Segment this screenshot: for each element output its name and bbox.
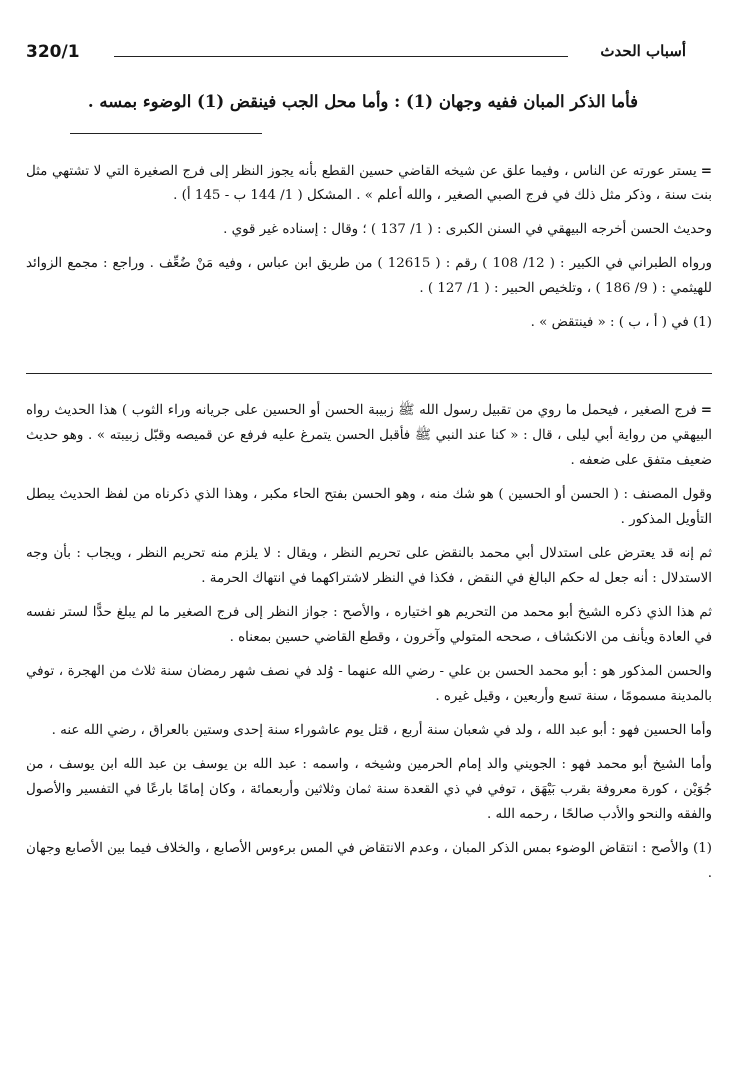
page-header: [26, 42, 686, 64]
continuation-marker: =: [700, 403, 712, 418]
main-text-rule: [70, 133, 262, 134]
continuation-marker: =: [700, 164, 712, 179]
note-paragraph: ثم هذا الذي ذكره الشيخ أبو محمد من التحريم هو اختياره ، والأصح : جواز النظر إلى فرج الصغير ما لم يبلغ حدًّا لستر نفسه في العادة ويأنف من الانكشاف ، صححه المتولي وآخرون ، وقطع القاضي حسين بمعناه .: [26, 605, 712, 645]
note-paragraph: ثم إنه قد يعترض على استدلال أبي محمد بالنقض على تحريم النظر ، ويقال : لا يلزم منه تحريم النظر ، ويجاب : بأن وجه الاستدلال : أنه جعل له حكم البالغ في النقض ، فكذا في النظر لاشتراكهما في انتهاك الحرمة .: [26, 546, 712, 586]
note-paragraph: وقول المصنف : ( الحسن أو الحسين ) هو شك منه ، وهو الحسن بفتح الحاء مكبر ، وهذا الذي ذكرناه من لفظ الحديث يبطل التأويل المذكور .: [26, 487, 712, 527]
notes-bottom: [26, 398, 712, 895]
section-rule: [26, 373, 712, 374]
note-paragraph: وأما الحسين فهو : أبو عبد الله ، ولد في شعبان سنة أربع ، قتل يوم عاشوراء سنة إحدى وستين بالعراق ، رضي الله عنه .: [51, 723, 712, 738]
notes-top: [26, 160, 712, 344]
note-paragraph: والحسن المذكور هو : أبو محمد الحسن بن علي - رضي الله عنهما - وُلد في نصف شهر رمضان سنة ثلاث من الهجرة ، توفي بالمدينة مسمومًا ، سنة تسع وأربعين ، وقيل غيره .: [26, 664, 712, 704]
note-paragraph: ورواه الطبراني في الكبير : ( 12/ 108 ) رقم : ( 12615 ) من طريق ابن عباس ، وفيه مَنْ ضُعِّف . وراجع : مجمع الزوائد للهيثمي : ( 9/ 186 ) ، وتلخيص الحبير : ( 1/ 127 ) .: [26, 256, 712, 296]
note-paragraph: وأما الشيخ أبو محمد فهو : الجويني والد إمام الحرمين وشيخه ، واسمه : عبد الله بن يوسف بن عبد الله ابن يوسف ، من جُوَيْن ، كورة معروفة بقرب بَيْهَق ، توفي في ذي القعدة سنة ثمان وثلاثين وأربعمائة ، وكان إمامًا بارعًا في التفسير والأصول والفقه والنحو والأدب صالحًا ، رحمه الله .: [26, 757, 712, 822]
footnote: (1) في ( أ ، ب ) : « فينتقض » .: [530, 315, 712, 330]
note-paragraph: =فرج الصغير ، فيحمل ما روي من تقبيل رسول الله ﷺ زبيبة الحسن أو الحسين على جريانه وراء الثوب ) هذا الحديث رواه البيهقي من رواية أبي ليلى ، قال : « كنا عند النبي ﷺ فأقبل الحسن يتمرغ عليه فرفع عن قميصه وقبّل زبيبته » . وهو حديث ضعيف متفق على ضعفه .: [26, 403, 712, 468]
page-number: 320/1: [26, 42, 80, 62]
header-rule: [114, 56, 568, 57]
running-title: أسباب الحدث: [600, 42, 686, 60]
note-paragraph: وحديث الحسن أخرجه البيهقي في السنن الكبرى : ( 1/ 137 ) ؛ وقال : إسناده غير قوي .: [223, 222, 712, 237]
footnote: (1) والأصح : انتقاض الوضوء بمس الذكر المبان ، وعدم الانتقاض في المس برءوس الأصابع ، والخلاف فيما بين الأصابع وجهان .: [26, 841, 712, 881]
main-text: فأما الذكر المبان ففيه وجهان (1) : وأما محل الجب فينقض (1) الوضوء بمسه .: [87, 92, 639, 111]
note-paragraph: =يستر عورته عن الناس ، وفيما علق عن شيخه القاضي حسين القطع بأنه يجوز النظر إلى فرج الصغيرة التي لا تشتهي مثل بنت سنة ، وذكر مثل ذلك في فرج الصبي الصغير ، والله أعلم » . المشكل ( 1/ 144 ب - 145 أ) .: [26, 164, 712, 203]
